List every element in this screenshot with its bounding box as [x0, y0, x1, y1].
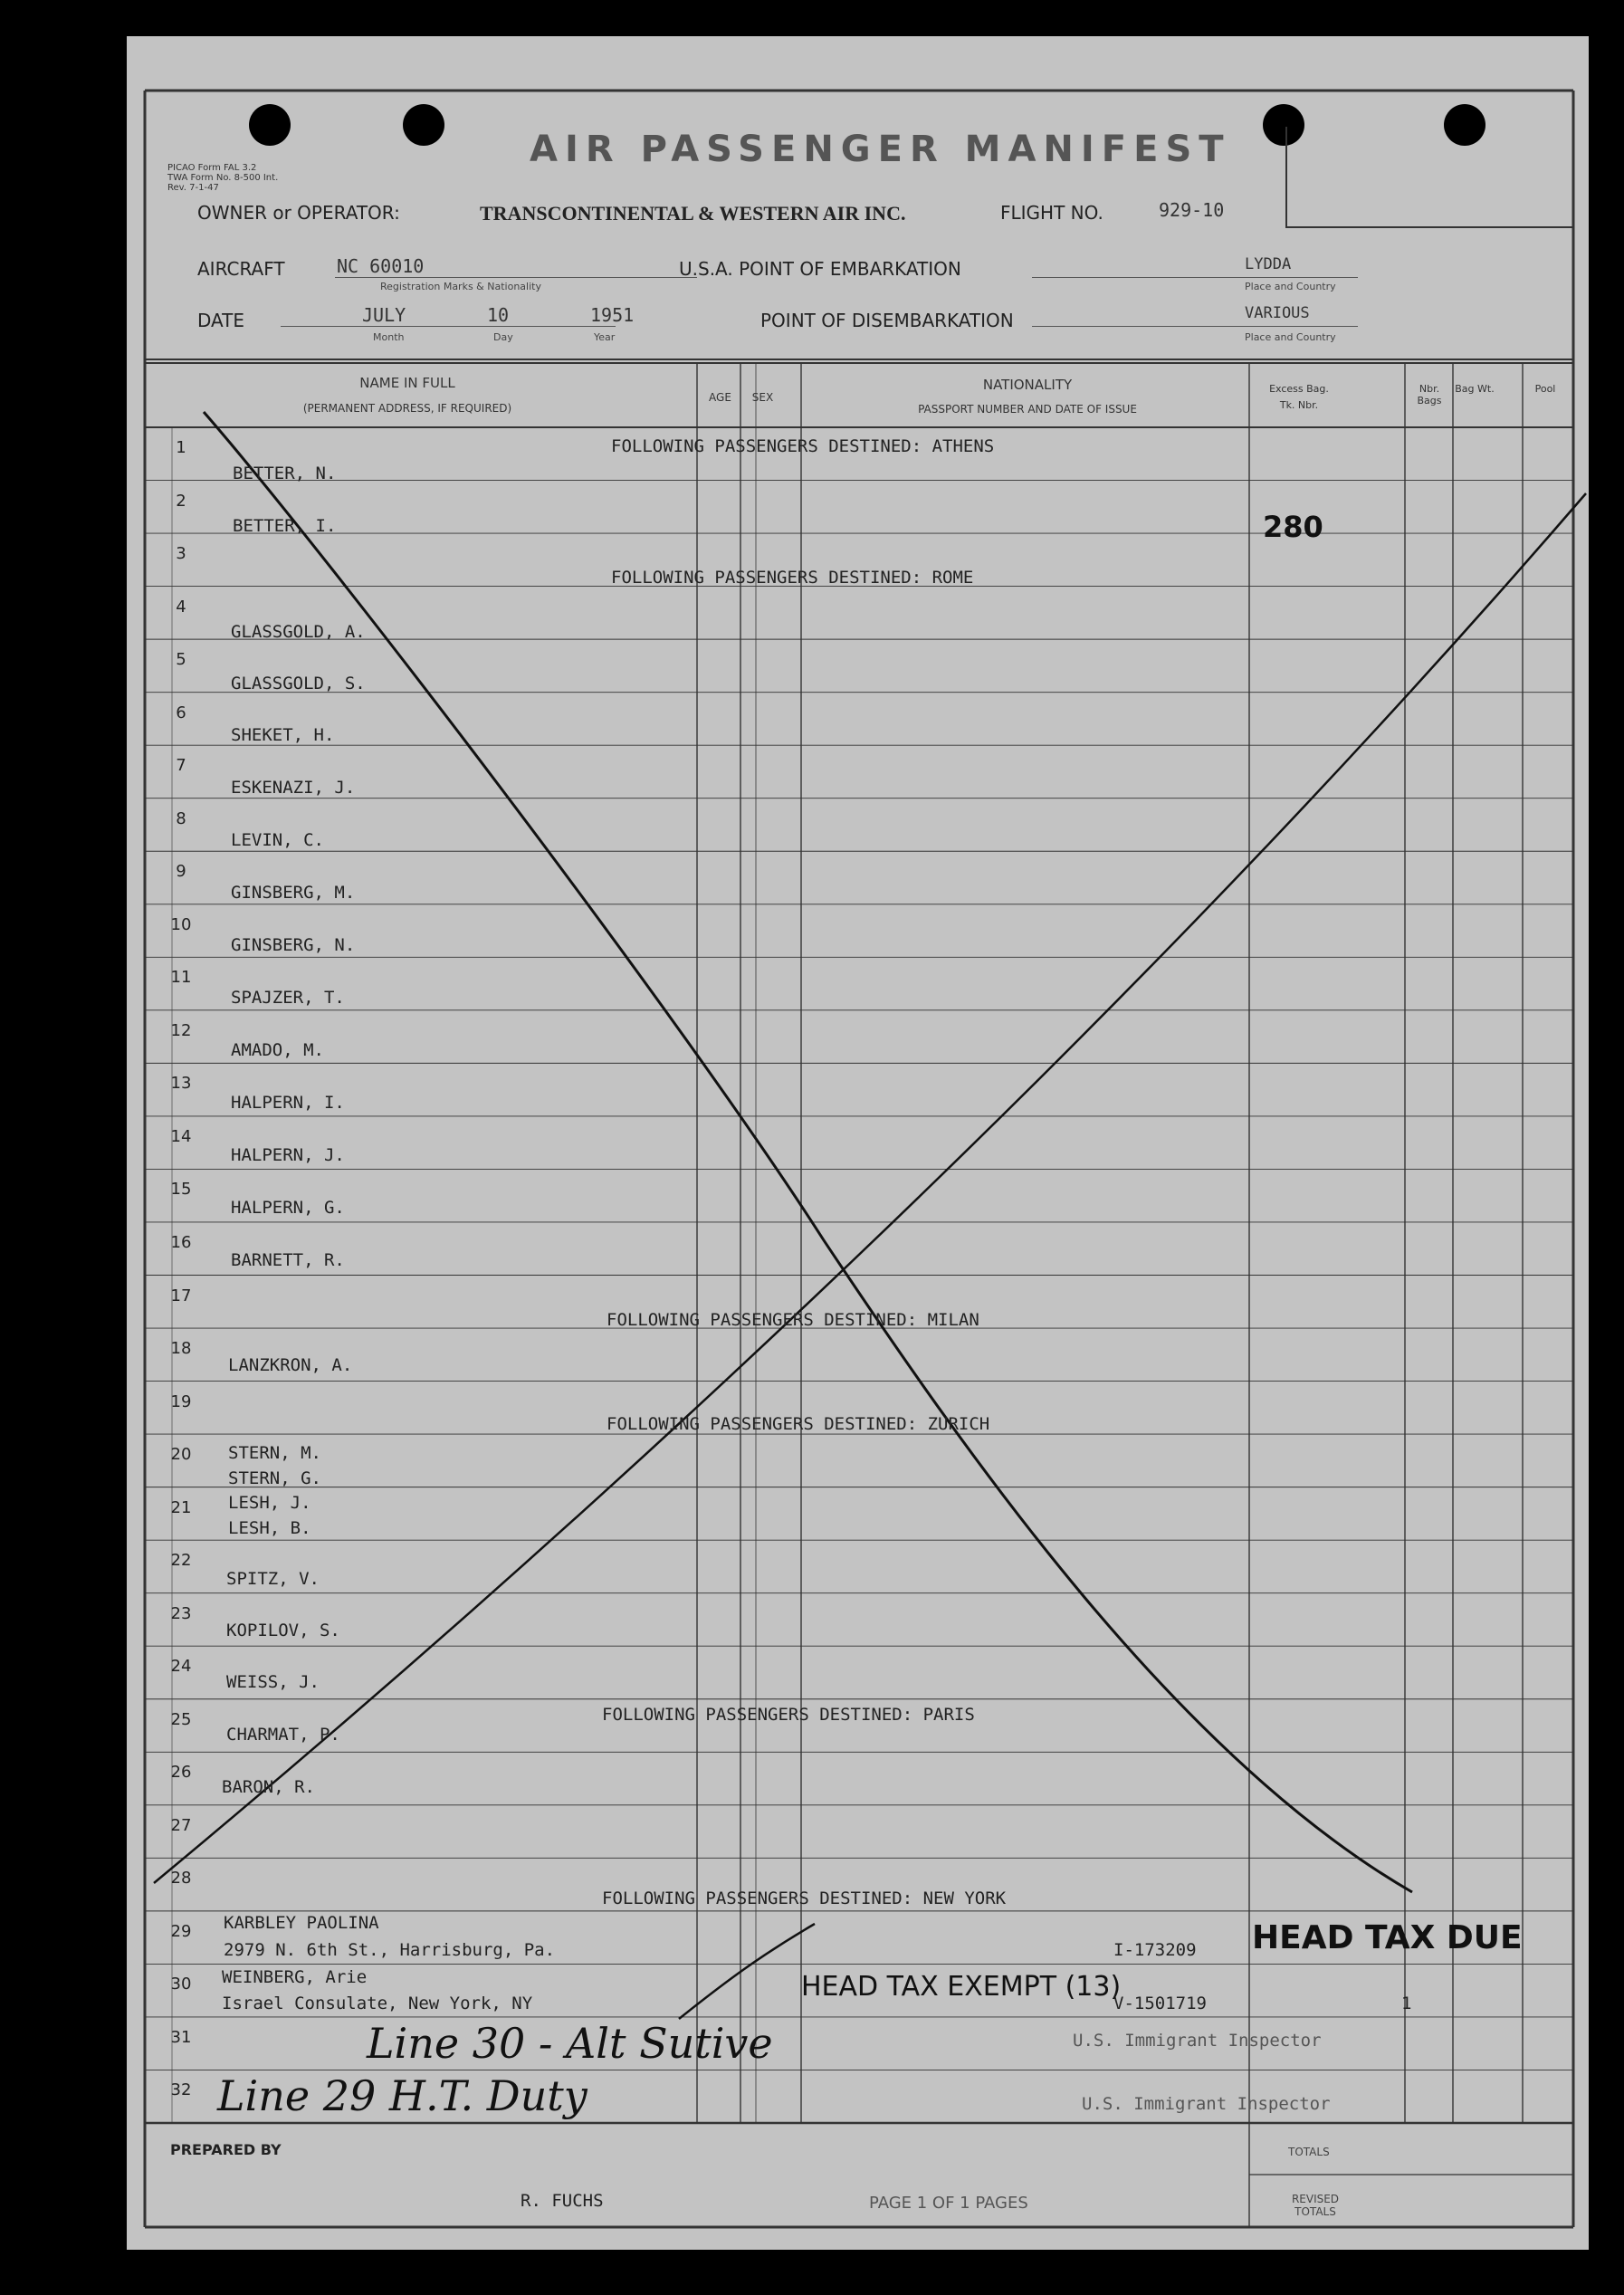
- disembarkation-value: VARIOUS: [1245, 304, 1310, 322]
- ny-passenger-address: 2979 N. 6th St., Harrisburg, Pa.: [224, 1940, 556, 1960]
- passenger-name: GINSBERG, N.: [231, 935, 356, 955]
- row-number: 9: [176, 862, 186, 882]
- row-number: 30: [170, 1975, 192, 1994]
- cross-out-stroke: [154, 493, 1586, 1883]
- row-number: 20: [170, 1445, 192, 1465]
- ny-passenger-name: KARBLEY PAOLINA: [224, 1913, 379, 1933]
- owner-value: TRANSCONTINENTAL & WESTERN AIR INC.: [480, 202, 906, 225]
- col-nationality-sub: PASSPORT NUMBER AND DATE OF ISSUE: [918, 403, 1137, 416]
- row-number: 32: [170, 2080, 192, 2100]
- row-number: 4: [176, 597, 186, 617]
- destination-line: FOLLOWING PASSENGERS DESTINED: MILAN: [607, 1310, 979, 1330]
- row-number: 2: [176, 491, 186, 511]
- row-number: 26: [170, 1763, 192, 1783]
- page-count: PAGE 1 OF 1 PAGES: [869, 2194, 1028, 2213]
- passenger-name: BARNETT, R.: [231, 1250, 345, 1270]
- col-name-sub: (PERMANENT ADDRESS, IF REQUIRED): [302, 402, 512, 415]
- row-number: 14: [170, 1126, 192, 1146]
- row-number: 8: [176, 808, 186, 828]
- row-number: 6: [176, 703, 186, 722]
- passenger-name: SPAJZER, T.: [231, 988, 345, 1008]
- row-number: 13: [170, 1074, 192, 1094]
- inspector-stamp: U.S. Immigrant Inspector: [1073, 2031, 1322, 2051]
- row-number: 27: [170, 1815, 192, 1835]
- cross-out-stroke: [204, 412, 1412, 1892]
- prepared-by-label: PREPARED BY: [170, 2141, 282, 2158]
- col-age-header: AGE: [709, 391, 731, 404]
- passenger-name: AMADO, M.: [231, 1040, 324, 1060]
- passenger-name: KOPILOV, S.: [226, 1621, 340, 1640]
- disembarkation-label: POINT OF DISEMBARKATION: [760, 310, 1014, 331]
- row-number: 10: [170, 914, 192, 934]
- year-sub: Year: [594, 331, 616, 343]
- passenger-name: WEISS, J.: [226, 1672, 320, 1692]
- passenger-name: CHARMAT, P.: [226, 1725, 340, 1745]
- ny-passenger-doc: V-1501719: [1113, 1994, 1207, 2013]
- place-sub: Place and Country: [1245, 281, 1336, 292]
- revised-totals-label: REVISED TOTALS: [1291, 2193, 1340, 2218]
- passenger-name: GLASSGOLD, S.: [231, 674, 366, 693]
- manifest-title: AIR PASSENGER MANIFEST: [530, 129, 1231, 170]
- row-number: 7: [176, 756, 186, 776]
- passenger-name: GINSBERG, M.: [231, 883, 356, 903]
- aircraft-value: NC 60010: [337, 255, 425, 277]
- passenger-name: STERN, G.: [228, 1468, 321, 1488]
- passenger-name: LESH, J.: [228, 1493, 311, 1513]
- handwritten-note: Line 29 H.T. Duty: [217, 2071, 588, 2120]
- row-number: 19: [170, 1391, 192, 1411]
- row-number: 22: [170, 1551, 192, 1571]
- row-number: 28: [170, 1869, 192, 1889]
- row-number: 3: [176, 544, 186, 564]
- date-day: 10: [487, 304, 510, 326]
- ny-passenger-bags: 1: [1401, 1994, 1412, 2013]
- passenger-name: BARON, R.: [222, 1777, 315, 1797]
- registration-sub: Registration Marks & Nationality: [380, 281, 541, 292]
- row-number: 18: [170, 1339, 192, 1359]
- passenger-name: SPITZ, V.: [226, 1569, 320, 1589]
- day-sub: Day: [493, 331, 513, 343]
- row-number: 24: [170, 1657, 192, 1677]
- embarkation-label: U.S.A. POINT OF EMBARKATION: [679, 258, 961, 280]
- row-number: 29: [170, 1921, 192, 1941]
- prepared-by-value: R. FUCHS: [521, 2191, 604, 2211]
- row-number: 11: [170, 968, 192, 988]
- row-number: 23: [170, 1603, 192, 1623]
- destination-line: FOLLOWING PASSENGERS DESTINED: PARIS: [602, 1705, 975, 1725]
- date-year: 1951: [590, 304, 635, 326]
- destination-line: FOLLOWING PASSENGERS DESTINED: ZURICH: [607, 1414, 990, 1434]
- ny-passenger-doc: I-173209: [1113, 1940, 1197, 1960]
- passenger-name: ESKENAZI, J.: [231, 778, 356, 798]
- col-nbr-bags-header: Nbr. Bags: [1417, 383, 1442, 406]
- form-code: PICAO Form FAL 3.2 TWA Form No. 8-500 Int. Rev. 7-1-47: [167, 163, 279, 193]
- passenger-name: BETTER, N.: [233, 464, 337, 483]
- passenger-name: GLASSGOLD, A.: [231, 622, 366, 642]
- date-month: JULY: [362, 304, 406, 326]
- passenger-name: LESH, B.: [228, 1518, 311, 1538]
- place-sub-2: Place and Country: [1245, 331, 1336, 343]
- col-name-header: NAME IN FULL: [359, 375, 455, 391]
- col-excess-sub: Tk. Nbr.: [1279, 399, 1319, 411]
- passenger-name: LANZKRON, A.: [228, 1355, 353, 1375]
- flight-label: FLIGHT NO.: [1000, 202, 1103, 224]
- check-stroke: [679, 1924, 815, 2019]
- row-number: 31: [170, 2027, 192, 2047]
- row-number: 25: [170, 1709, 192, 1729]
- row-number: 21: [170, 1497, 192, 1517]
- passenger-name: STERN, M.: [228, 1443, 321, 1463]
- ny-passenger-address: Israel Consulate, New York, NY: [222, 1994, 533, 2013]
- handwritten-note: Line 30 - Alt Sutive: [367, 2019, 773, 2068]
- passenger-name: HALPERN, G.: [231, 1198, 345, 1218]
- col-pool-header: Pool: [1534, 383, 1556, 395]
- row-number: 1: [176, 438, 186, 457]
- destination-line: FOLLOWING PASSENGERS DESTINED: NEW YORK: [602, 1889, 1007, 1908]
- destination-line: FOLLOWING PASSENGERS DESTINED: ATHENS: [611, 436, 995, 456]
- owner-label: OWNER or OPERATOR:: [197, 202, 400, 224]
- destination-line: FOLLOWING PASSENGERS DESTINED: ROME: [611, 568, 974, 588]
- passenger-name: SHEKET, H.: [231, 725, 335, 745]
- passenger-name: HALPERN, I.: [231, 1093, 345, 1113]
- col-sex-header: SEX: [751, 391, 774, 404]
- embarkation-value: LYDDA: [1245, 255, 1292, 273]
- col-nationality-header: NATIONALITY: [982, 377, 1073, 393]
- inspector-stamp: U.S. Immigrant Inspector: [1082, 2094, 1331, 2114]
- row-number: 15: [170, 1180, 192, 1200]
- col-excess-header: Excess Bag.: [1269, 383, 1329, 395]
- row-number: 16: [170, 1232, 192, 1252]
- row-number: 17: [170, 1286, 192, 1305]
- manifest-page: [127, 36, 1589, 2250]
- col-bag-wt-header: Bag Wt.: [1455, 383, 1495, 395]
- passenger-name: HALPERN, J.: [231, 1145, 345, 1165]
- row-number: 12: [170, 1020, 192, 1040]
- excess-weight-280: 280: [1263, 510, 1323, 544]
- month-sub: Month: [373, 331, 405, 343]
- flight-value: 929-10: [1159, 199, 1225, 221]
- head-tax-exempt-stamp: HEAD TAX EXEMPT (13): [801, 1971, 1122, 2003]
- passenger-name: LEVIN, C.: [231, 830, 324, 850]
- totals-label: TOTALS: [1288, 2146, 1330, 2158]
- date-label: DATE: [197, 310, 245, 331]
- row-number: 5: [176, 650, 186, 670]
- head-tax-due-stamp: HEAD TAX DUE: [1252, 1919, 1523, 1956]
- aircraft-label: AIRCRAFT: [197, 258, 285, 280]
- ny-passenger-name: WEINBERG, Arie: [222, 1967, 368, 1987]
- passenger-name: BETTER, I.: [233, 516, 337, 536]
